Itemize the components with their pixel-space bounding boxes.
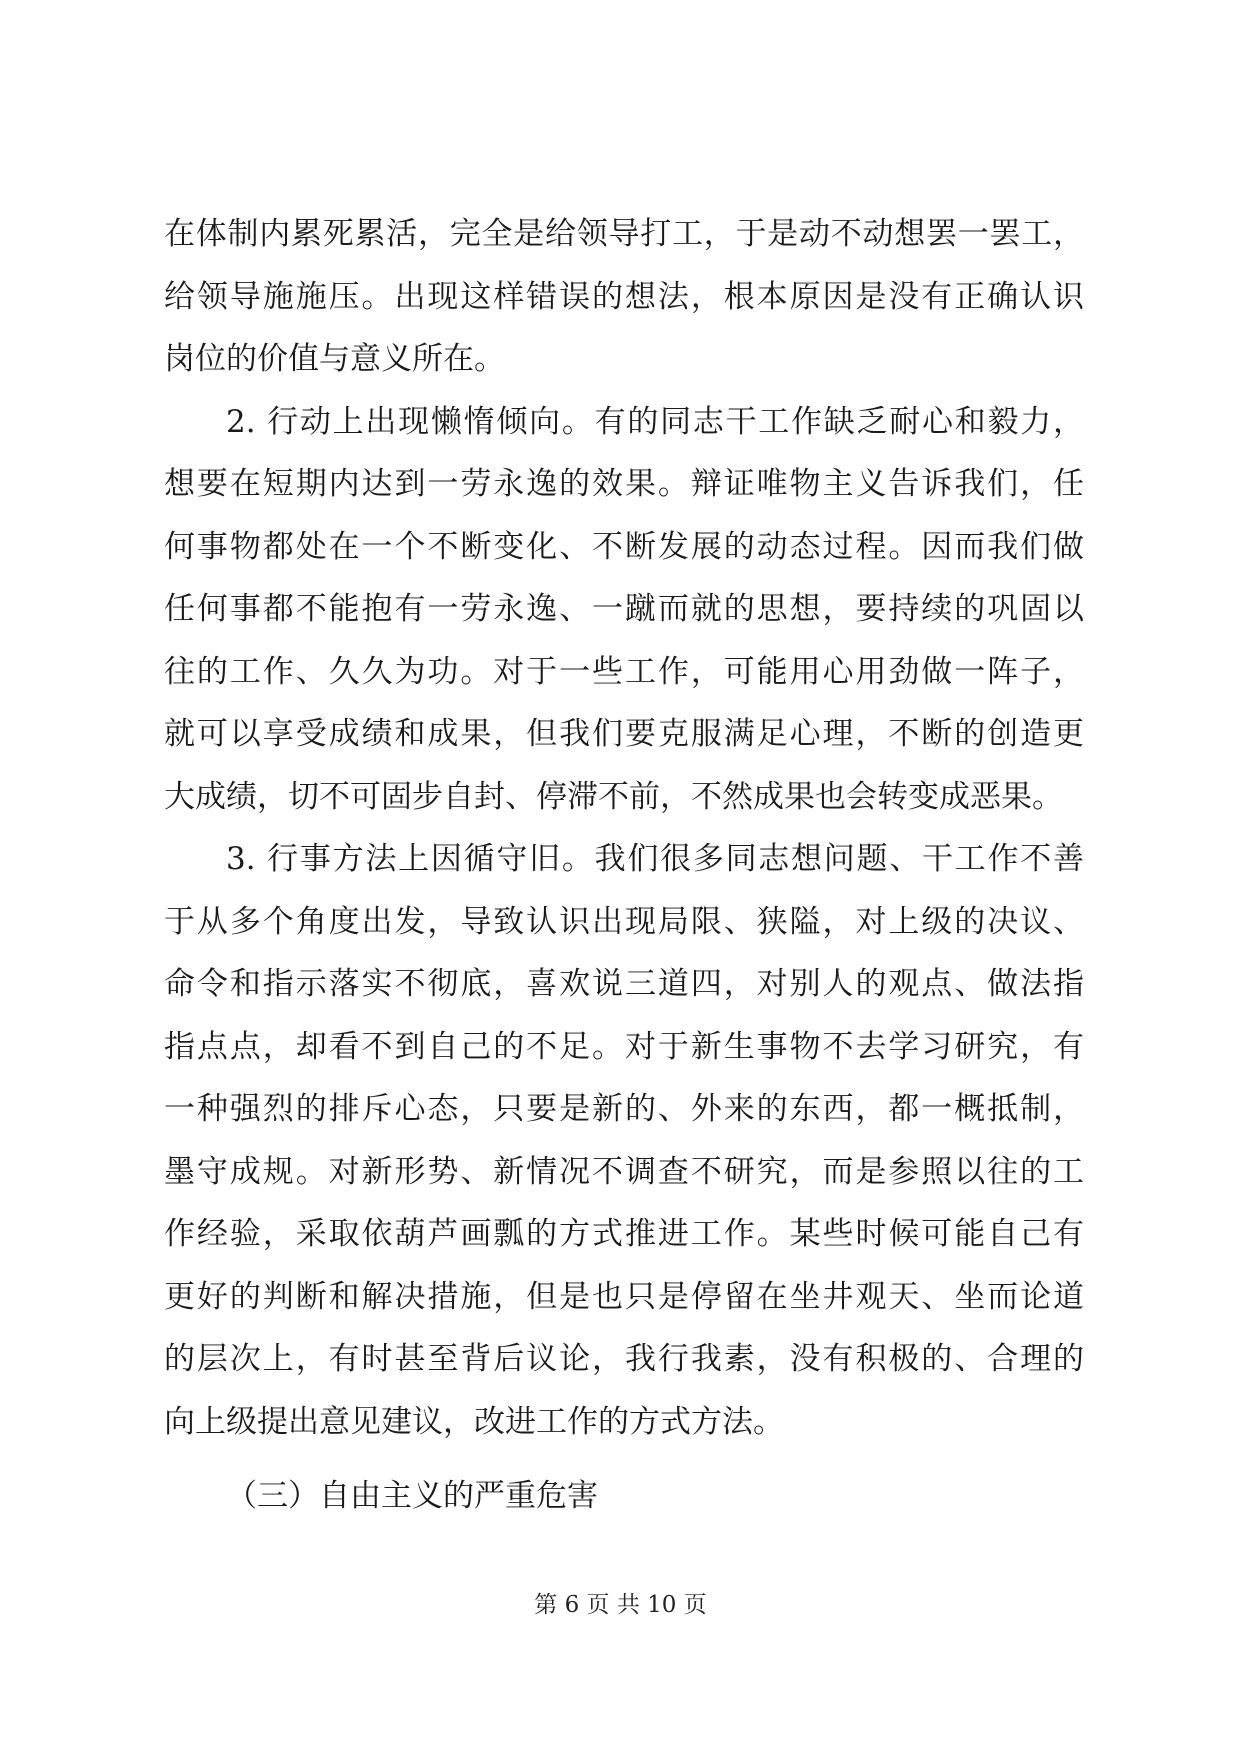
text-line: 墨守成规。对新形势、新情况不调查不研究，而是参照以往的工: [164, 1153, 1084, 1190]
section-heading: （三）自由主义的严重危害: [226, 1478, 598, 1514]
text-line: 更好的判断和解决措施，但是也只是停留在坐井观天、坐而论道: [164, 1278, 1084, 1315]
text-line: 想要在短期内达到一劳永逸的效果。辩证唯物主义告诉我们，任: [164, 466, 1084, 502]
text-line: 的层次上，有时甚至背后议论，我行我素，没有积极的、合理的: [164, 1341, 1084, 1377]
text-line: 往的工作、久久为功。对于一些工作，可能用心用劲做一阵子，: [164, 653, 1084, 690]
text-line: 一种强烈的排斥心态，只要是新的、外来的东西，都一概抵制，: [164, 1091, 1084, 1127]
text-line: 3. 行事方法上因循守旧。我们很多同志想问题、干工作不善: [226, 841, 1084, 877]
text-line: 2. 行动上出现懒惰倾向。有的同志干工作缺乏耐心和毅力，: [226, 403, 1084, 440]
text-line: 就可以享受成绩和成果，但我们要克服满足心理，不断的创造更: [164, 716, 1084, 752]
text-line: 任何事都不能抱有一劳永逸、一蹴而就的思想，要持续的巩固以: [164, 591, 1084, 627]
text-line: 于从多个角度出发，导致认识出现局限、狭隘，对上级的决议、: [164, 903, 1084, 940]
text-line: 给领导施施压。出现这样错误的想法，根本原因是没有正确认识: [164, 278, 1084, 315]
text-line: 何事物都处在一个不断变化、不断发展的动态过程。因而我们做: [164, 528, 1084, 565]
text-line: 岗位的价值与意义所在。: [164, 341, 505, 377]
page-number-footer: 第 6 页 共 10 页: [534, 1592, 707, 1618]
text-line: 向上级提出意见建议，改进工作的方式方法。: [164, 1403, 784, 1440]
text-line: 作经验，采取依葫芦画瓢的方式推进工作。某些时候可能自己有: [164, 1216, 1084, 1252]
text-line: 指点点，却看不到自己的不足。对于新生事物不去学习研究，有: [164, 1028, 1084, 1065]
text-line: 大成绩，切不可固步自封、停滞不前，不然成果也会转变成恶果。: [164, 778, 1063, 815]
text-line: 命令和指示落实不彻底，喜欢说三道四，对别人的观点、做法指: [164, 966, 1084, 1002]
text-line: 在体制内累死累活，完全是给领导打工，于是动不动想罢一罢工，: [164, 216, 1084, 252]
document-body: [164, 203, 1084, 1528]
